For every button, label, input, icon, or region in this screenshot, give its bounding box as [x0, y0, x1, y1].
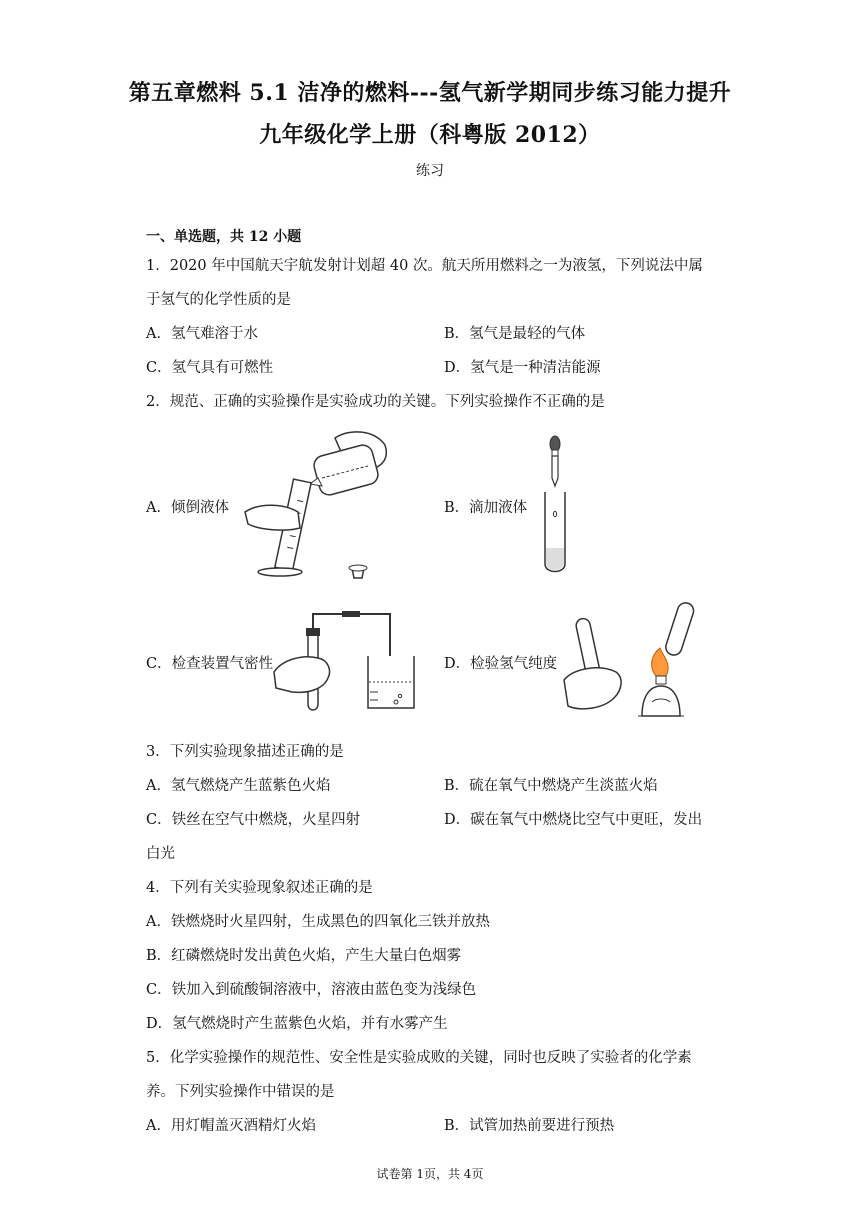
question-1-option-a: A．氢气难溶于水 [146, 326, 258, 342]
question-1-stem-line2: 于氢气的化学性质的是 [146, 292, 291, 308]
pour-liquid-illustration [240, 420, 400, 580]
hydrogen-purity-test-illustration [560, 598, 710, 723]
question-3-option-b: B．硫在氧气中燃烧产生淡蓝火焰 [444, 778, 658, 794]
question-1-option-b: B．氢气是最轻的气体 [444, 326, 586, 342]
question-5-stem-line2: 养。下列实验操作中错误的是 [146, 1084, 335, 1100]
page-footer: 试卷第 1页，共 4页 [376, 1167, 484, 1181]
question-3-option-d-continued: 白光 [146, 846, 175, 862]
question-5-stem-line1: 5．化学实验操作的规范性、安全性是实验成败的关键，同时也反映了实验者的化学素 [146, 1050, 692, 1066]
question-3-option-d: D．碳在氧气中燃烧比空气中更旺，发出 [444, 812, 703, 828]
dropper-illustration [530, 432, 580, 577]
question-4-option-a: A．铁燃烧时火星四射，生成黑色的四氧化三铁并放热 [146, 914, 490, 930]
question-4-option-d: D．氢气燃烧时产生蓝紫色火焰，并有水雾产生 [146, 1016, 448, 1032]
question-2-option-a: A．倾倒液体 [146, 500, 229, 516]
page-subtitle: 练习 [416, 163, 444, 179]
section-heading: 一、单选题，共 12 小题 [146, 229, 302, 245]
question-2-stem: 2．规范、正确的实验操作是实验成功的关键。下列实验操作不正确的是 [146, 394, 605, 410]
page-title-line2: 九年级化学上册（科粤版 2012） [259, 122, 601, 148]
question-4-stem: 4．下列有关实验现象叙述正确的是 [146, 880, 373, 896]
question-3-option-a: A．氢气燃烧产生蓝紫色火焰 [146, 778, 331, 794]
question-1-option-d: D．氢气是一种清洁能源 [444, 360, 601, 376]
page-title: 第五章燃料 5.1 洁净的燃料---氢气新学期同步练习能力提升 [128, 80, 732, 106]
question-1-stem-line1: 1．2020 年中国航天宇航发射计划超 40 次。航天所用燃料之一为液氢，下列说法中属 [146, 258, 703, 274]
question-2-option-d: D．检验氢气纯度 [444, 656, 558, 672]
airtightness-check-illustration [272, 608, 422, 713]
question-4-option-c: C．铁加入到硫酸铜溶液中，溶液由蓝色变为浅绿色 [146, 982, 477, 998]
question-2-option-c: C．检查装置气密性 [146, 656, 274, 672]
question-1-option-c: C．氢气具有可燃性 [146, 360, 274, 376]
question-2-option-b: B．滴加液体 [444, 500, 528, 516]
question-5-option-b: B．试管加热前要进行预热 [444, 1118, 615, 1134]
question-3-option-c: C．铁丝在空气中燃烧，火星四射 [146, 812, 361, 828]
question-5-option-a: A．用灯帽盖灭酒精灯火焰 [146, 1118, 316, 1134]
question-4-option-b: B．红磷燃烧时发出黄色火焰，产生大量白色烟雾 [146, 948, 462, 964]
question-3-stem: 3．下列实验现象描述正确的是 [146, 744, 344, 760]
